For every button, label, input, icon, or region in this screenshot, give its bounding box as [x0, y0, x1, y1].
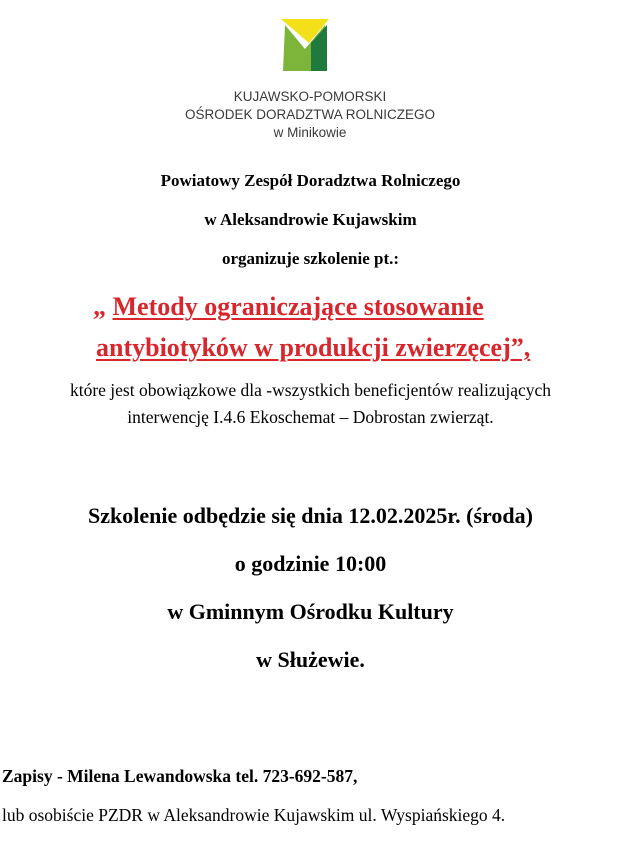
- contact-line-1: Zapisy - Milena Lewandowska tel. 723-692-587,: [2, 766, 358, 786]
- title-open-quote: „: [93, 292, 113, 321]
- header-line-3: organizuje szkolenie pt.:: [221, 249, 400, 268]
- title-text-1: Metody ograniczające stosowanie: [112, 292, 484, 321]
- time-line: o godzinie 10:00: [234, 551, 387, 576]
- org-line-1: KUJAWSKO-POMORSKI: [233, 89, 387, 104]
- town-line: w Służewie.: [256, 647, 365, 672]
- title-text-2: antybiotyków w produkcji zwierzęcej”,: [96, 333, 531, 362]
- org-line-3: w Minikowie: [273, 125, 347, 140]
- contact-line-2: lub osobiście PZDR w Aleksandrowie Kujawskim ul. Wyspiańskiego 4.: [2, 805, 506, 825]
- organization-name: [150, 88, 470, 142]
- kpodr-logo-icon: [281, 19, 329, 71]
- header-line-2: w Aleksandrowie Kujawskim: [204, 210, 417, 229]
- training-title-line-1: [93, 292, 484, 322]
- description-line-1: które jest obowiązkowe dla -wszystkich beneficjentów realizujących: [69, 380, 552, 400]
- description-line-2: interwencję I.4.6 Ekoschemat – Dobrostan zwierząt.: [127, 407, 494, 427]
- training-title-line-2: [96, 333, 530, 363]
- date-line: Szkolenie odbędzie się dnia 12.02.2025r. (środa): [88, 503, 533, 528]
- org-line-2: OŚRODEK DORADZTWA ROLNICZEGO: [184, 107, 436, 122]
- header-line-1: Powiatowy Zespół Doradztwa Rolniczego: [160, 171, 461, 190]
- place-line: w Gminnym Ośrodku Kultury: [167, 599, 454, 624]
